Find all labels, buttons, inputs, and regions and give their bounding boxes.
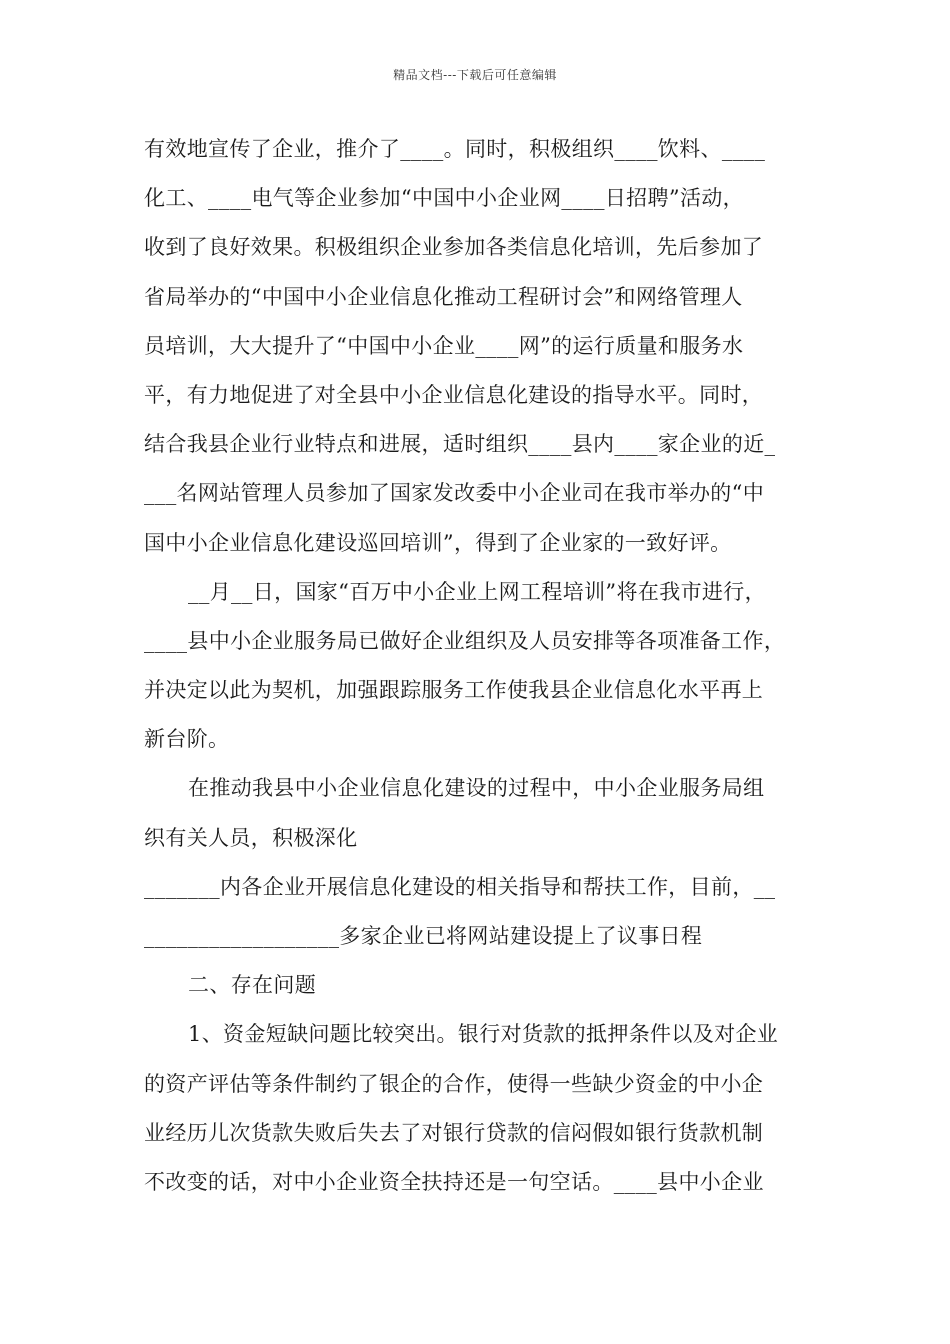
document-body — [144, 125, 810, 1207]
text-line: 结合我县企业行业特点和进展，适时组织____县内____家企业的近_ — [144, 432, 776, 457]
text-line: 收到了良好效果。积极组织企业参加各类信息化培训，先后参加了 — [144, 235, 764, 260]
text-line: ___名网站管理人员参加了国家发改委中小企业司在我市举办的“中 — [144, 481, 765, 506]
text-line: 有效地宣传了企业，推介了____。同时，积极组织____饮料、____ — [144, 137, 766, 161]
text-line: __________________多家企业已将网站建设提上了议事日程 — [144, 924, 703, 948]
text-line: _______内各企业开展信息化建设的相关指导和帮扶工作，目前，__ — [144, 874, 776, 899]
paragraph-first-line: 1、资金短缺问题比较突出。银行对货款的抵押条件以及对企业 — [188, 1022, 779, 1047]
text-line: 省局举办的“中国中小企业信息化推动工程研讨会”和网络管理人 — [144, 284, 743, 309]
text-line: 并决定以此为契机，加强跟踪服务工作使我县企业信息化水平再上 — [144, 678, 764, 703]
text-line: 化工、____电气等企业参加“中国中小企业网____日招聘”活动， — [144, 186, 745, 211]
text-line: 不改变的话，对中小企业资全扶持还是一句空话。____县中小企业 — [144, 1169, 764, 1194]
text-line: 业经历儿次货款失败后失去了对银行贷款的信闷假如银行货款机制 — [144, 1120, 764, 1145]
text-line: 国中小企业信息化建设巡回培训”，得到了企业家的一致好评。 — [144, 530, 732, 555]
text-line: 平，有力地促进了对全县中小企业信息化建设的指导水平。同时， — [144, 382, 764, 407]
text-line: 新台阶。 — [144, 727, 230, 752]
page-header: 精品文档---下载后可任意编辑 — [393, 68, 557, 82]
text-line: ____县中小企业服务局已做好企业组织及人员安排等各项准备工作， — [144, 628, 786, 653]
paragraph-first-line: __月__日，国家“百万中小企业上网工程培训”将在我市进行， — [188, 579, 766, 604]
section-heading: 二、存在问题 — [188, 973, 317, 998]
text-line: 织有关人员，积极深化 — [144, 825, 358, 850]
text-line: 员培训，大大提升了“中国中小企业____网”的运行质量和服务水 — [144, 333, 744, 358]
paragraph-first-line: 在推动我县中小企业信息化建设的过程中，中小企业服务局组 — [188, 776, 765, 801]
text-line: 的资产评估等条件制约了银企的合作，使得一些缺少资金的中小企 — [144, 1071, 764, 1096]
